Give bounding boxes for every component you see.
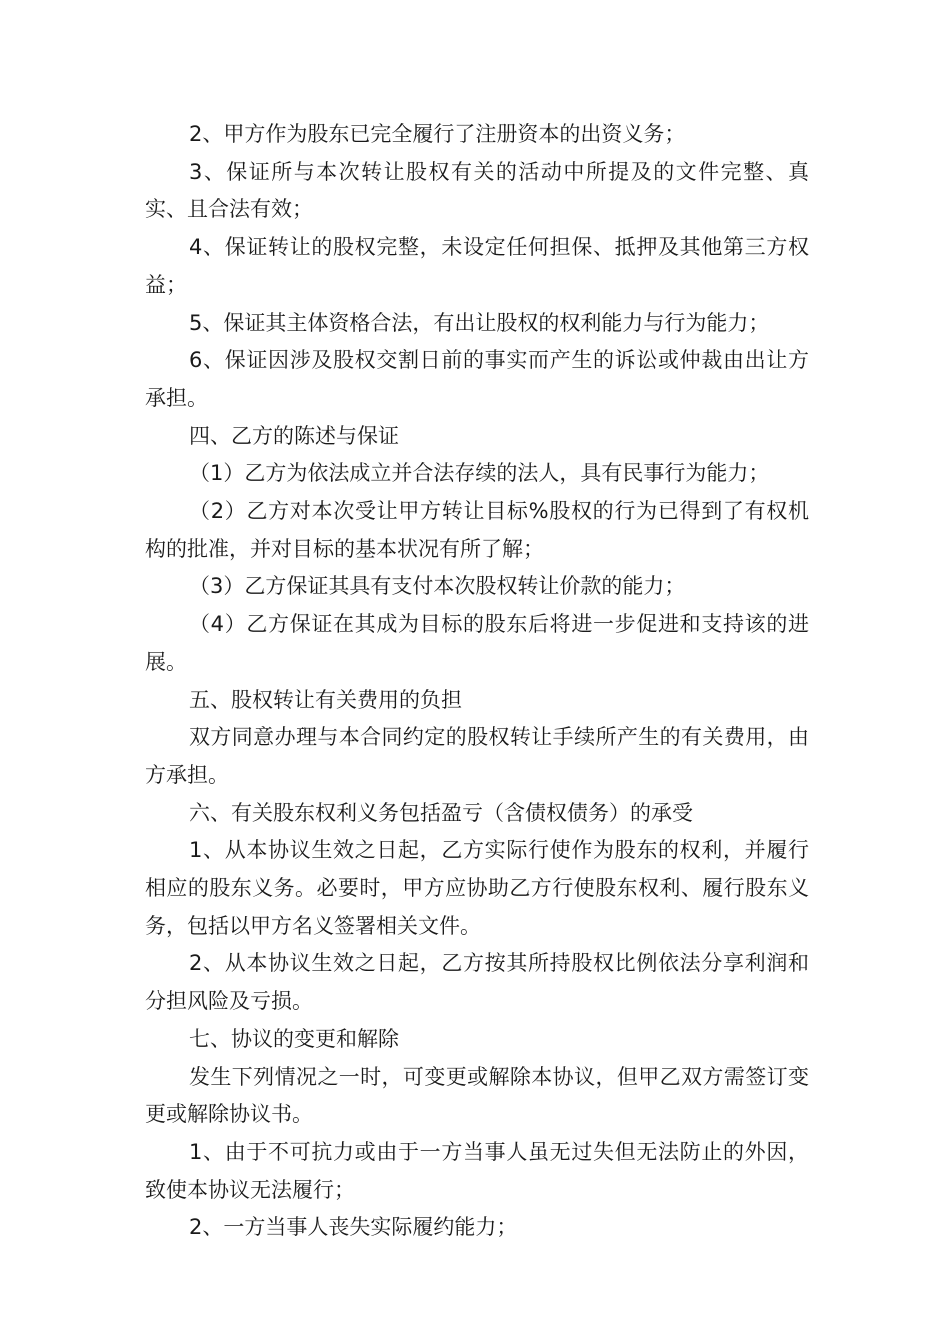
clause-4-paragraph: 4、保证转让的股权完整，未设定任何担保、抵押及其他第三方权益； <box>145 235 809 297</box>
change-clause-2-paragraph: 2、一方当事人丧失实际履约能力； <box>189 1215 518 1240</box>
fees-paragraph: 双方同意办理与本合同约定的股权转让手续所产生的有关费用，由方承担。 <box>145 725 809 787</box>
section-7-heading: 七、协议的变更和解除 <box>189 1026 399 1051</box>
section-6-heading: 六、有关股东权利义务包括盈亏（含债权债务）的承受 <box>189 800 693 825</box>
section-5-heading: 五、股权转让有关费用的负担 <box>189 687 462 712</box>
rights-clause-2-paragraph: 2、从本协议生效之日起，乙方按其所持股权比例依法分享利润和分担风险及亏损。 <box>145 951 809 1014</box>
section-4-heading: 四、乙方的陈述与保证 <box>189 423 399 448</box>
clause-3-paragraph: 3、保证所与本次转让股权有关的活动中所提及的文件完整、真实、且合法有效； <box>145 159 809 222</box>
rights-clause-1-paragraph: 1、从本协议生效之日起，乙方实际行使作为股东的权利，并履行相应的股东义务。必要时，甲方应协助乙方行使股东权利、履行股东义务，包括以甲方名义签署相关文件。 <box>145 838 809 938</box>
clause-b4-paragraph: （4）乙方保证在其成为目标的股东后将进一步促进和支持该的进展。 <box>145 612 809 674</box>
clause-b2-paragraph: （2）乙方对本次受让甲方转让目标%股权的行为已得到了有权机构的批准，并对目标的基本状况有所了解； <box>145 499 809 561</box>
clause-b3-paragraph: （3）乙方保证其具有支付本次股权转让价款的能力； <box>189 574 686 599</box>
change-intro-paragraph: 发生下列情况之一时，可变更或解除本协议，但甲乙双方需签订变更或解除协议书。 <box>145 1064 809 1127</box>
clause-5-paragraph: 5、保证其主体资格合法，有出让股权的权利能力与行为能力； <box>189 310 770 335</box>
clause-2-paragraph: 2、甲方作为股东已完全履行了注册资本的出资义务； <box>189 122 686 146</box>
document-body <box>145 116 809 1247</box>
clause-b1-paragraph: （1）乙方为依法成立并合法存续的法人，具有民事行为能力； <box>189 461 770 486</box>
change-clause-1-paragraph: 1、由于不可抗力或由于一方当事人虽无过失但无法防止的外因，致使本协议无法履行； <box>145 1139 809 1202</box>
clause-6-paragraph: 6、保证因涉及股权交割日前的事实而产生的诉讼或仲裁由出让方承担。 <box>145 348 809 410</box>
